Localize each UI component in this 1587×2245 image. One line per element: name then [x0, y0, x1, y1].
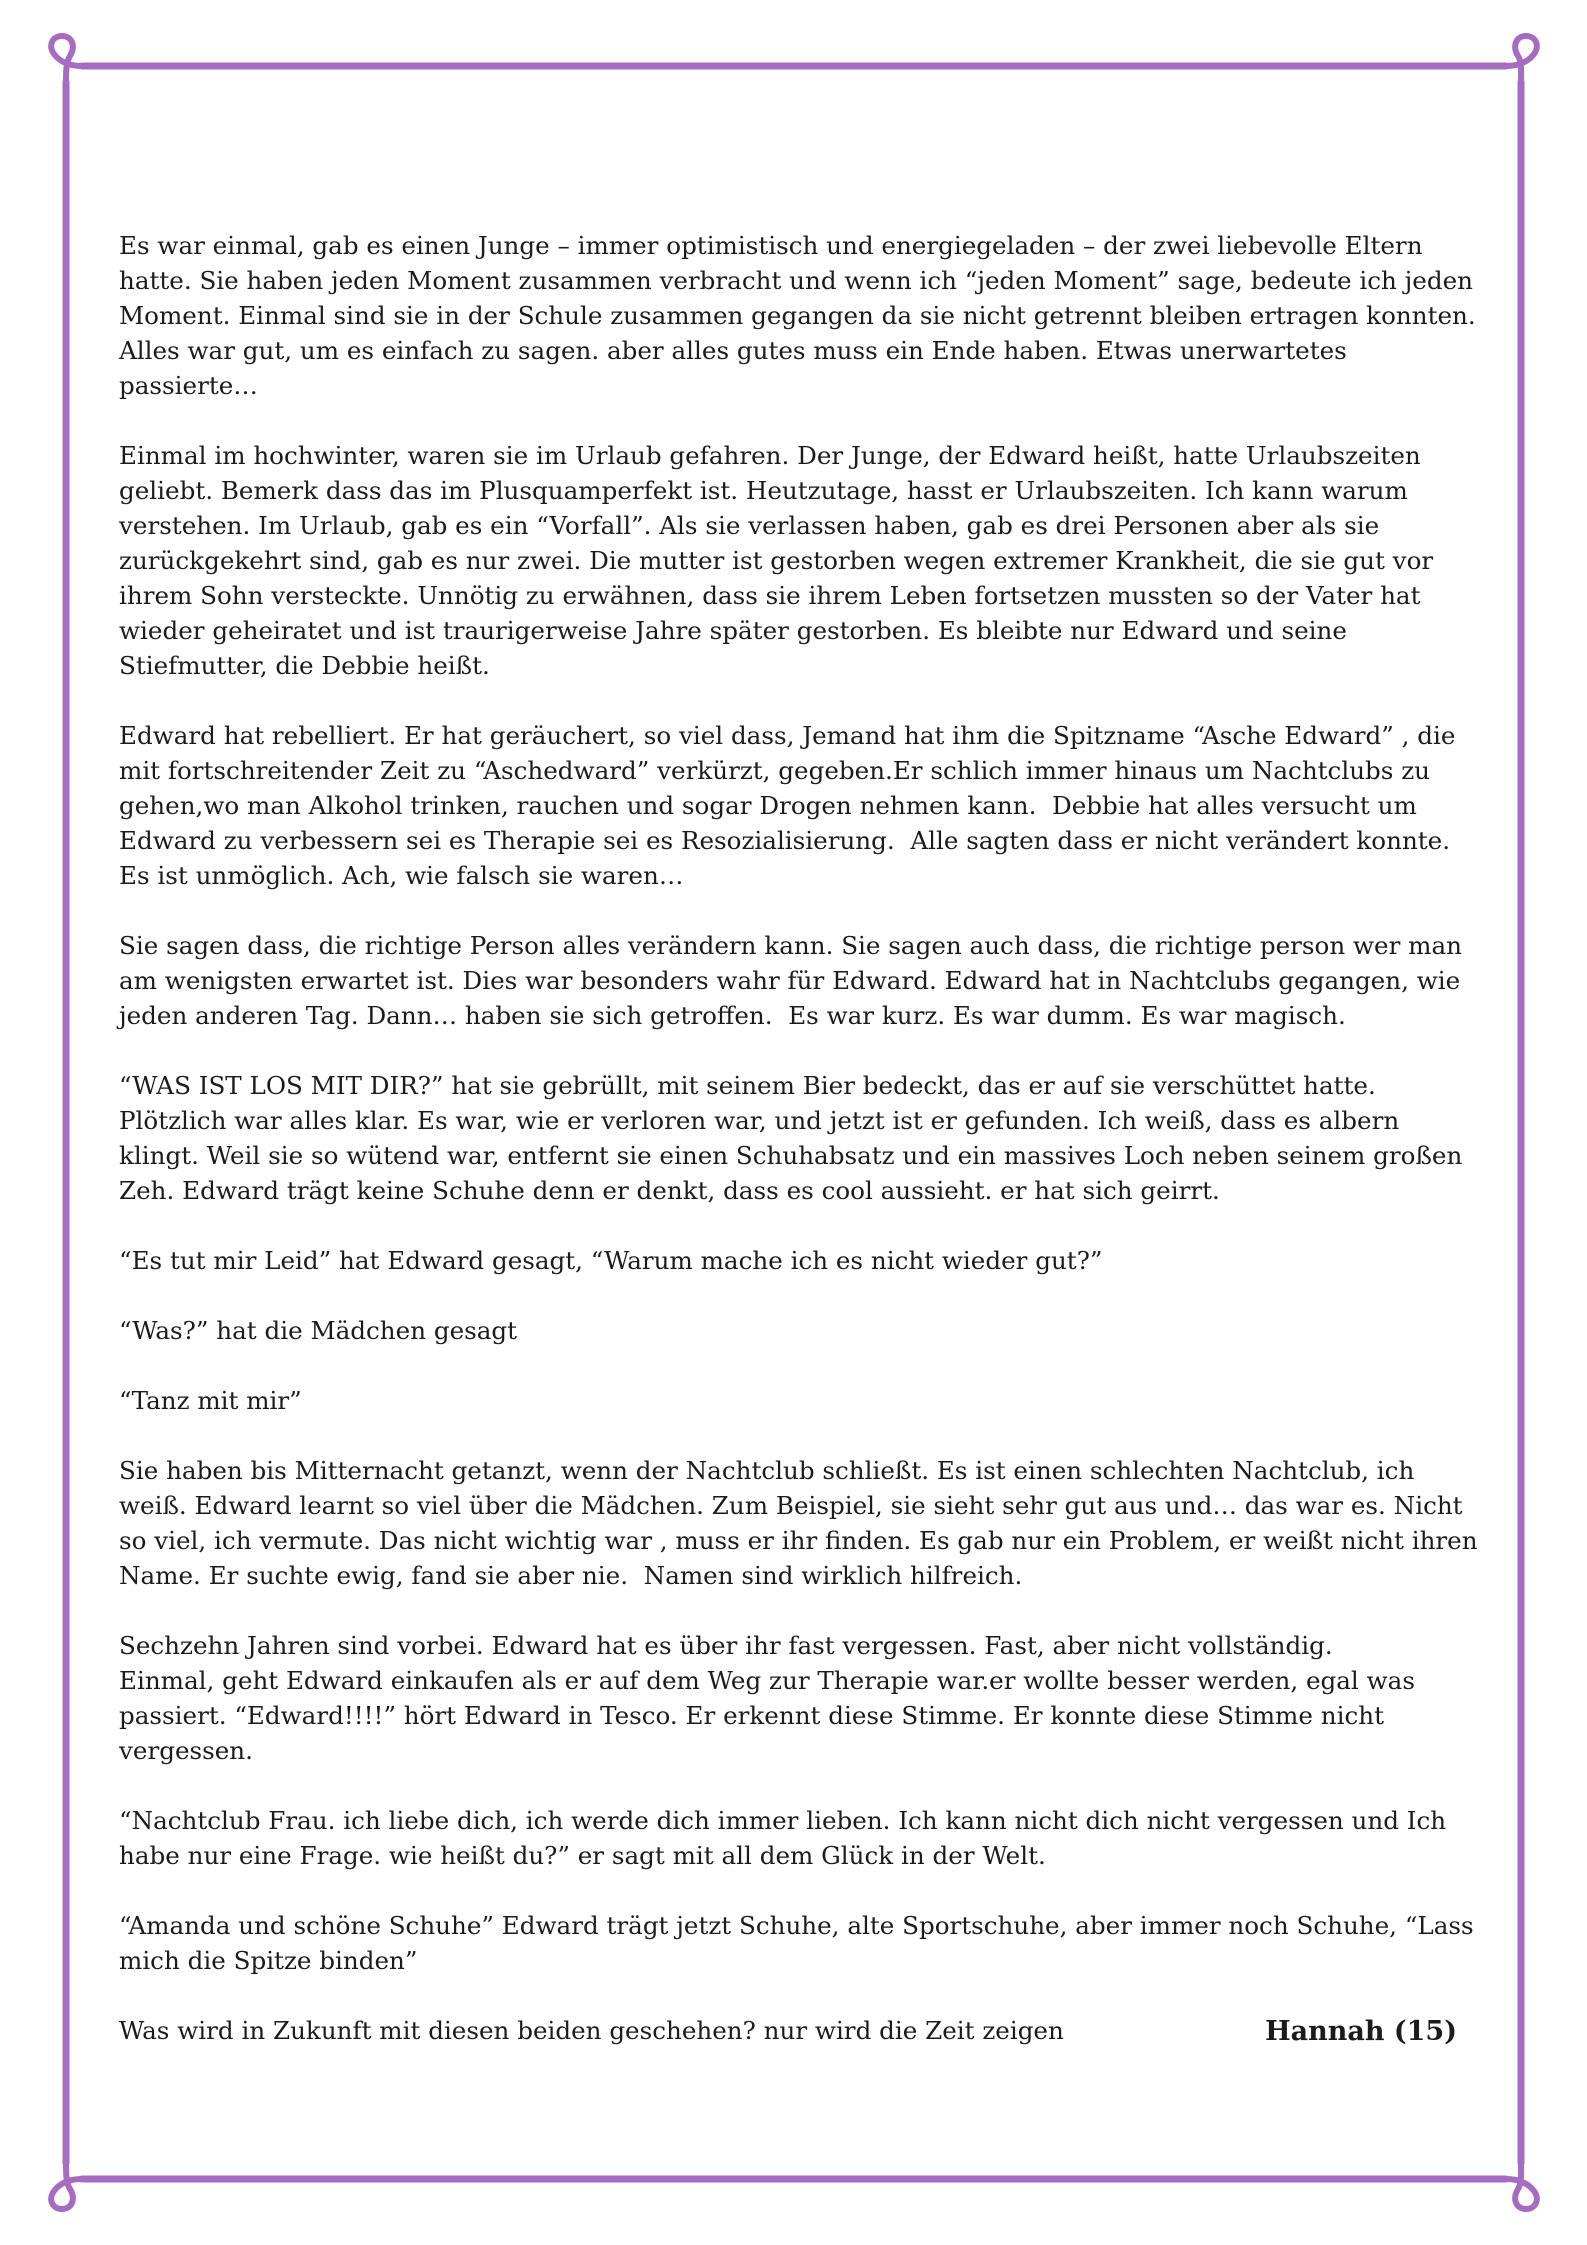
story-paragraph: “WAS IST LOS MIT DIR?” hat sie gebrüllt, mit seinem Bier bedeckt, das er auf sie verschüttet hatte. Plötzlich war alles klar. Es war, wie er verloren war, und jetzt ist er gefunden. Ich weiß, dass es albern klingt. Weil sie so wütend war, entfernt sie einen Schuhabsatz und ein massives Loch neben seinem großen Zeh. Edward trägt keine Schuhe denn er denkt, dass es cool aussieht. er hat sich geirrt. [119, 1071, 1471, 1205]
corner-curl-bottom-right [1506, 2163, 1537, 2209]
story-paragraph: “Nachtclub Frau. ich liebe dich, ich werde dich immer lieben. Ich kann nicht dich nicht vergessen und Ich habe nur eine Frage. wie heißt du?” er sagt mit all dem Glück in der Welt. [119, 1806, 1454, 1870]
story-paragraph: Sie haben bis Mitternacht getanzt, wenn der Nachtclub schließt. Es ist einen schlechten Nachtclub, ich weiß. Edward learnt so viel über die Mädchen. Zum Beispiel, sie sieht sehr gut aus und… das war es. Nicht so viel, ich vermute. Das nicht wichtig war , muss er ihr finden. Es gab nur ein Problem, er weißt nicht ihren Name. Er suchte ewig, fand sie aber nie. Namen sind wirklich hilfreich. [119, 1456, 1486, 1590]
corner-curl-top-right [1506, 36, 1537, 82]
story-paragraph-final: Was wird in Zukunft mit diesen beiden geschehen? nur wird die Zeit zeigen [119, 2016, 1064, 2045]
story-paragraph: Einmal im hochwinter, waren sie im Urlaub gefahren. Der Junge, der Edward heißt, hatte Urlaubszeiten geliebt. Bemerk dass das im Plusquamperfekt ist. Heutzutage, hasst er Urlaubszeiten. Ich kann warum verstehen. Im Urlaub, gab es ein “Vorfall”. Als sie verlassen haben, gab es drei Personen aber als sie zurückgekehrt sind, gab es nur zwei. Die mutter ist gestorben wegen extremer Krankheit, die sie gut vor ihrem Sohn versteckte. Unnötig zu erwähnen, dass sie ihrem Leben fortsetzen mussten so der Vater hat wieder geheiratet und ist traurigerweise Jahre später gestorben. Es bleibte nur Edward und seine Stiefmutter, die Debbie heißt. [119, 441, 1441, 680]
story-paragraph: “Tanz mit mir” [119, 1386, 302, 1415]
story-paragraph: Sechzehn Jahren sind vorbei. Edward hat es über ihr fast vergessen. Fast, aber nicht vollständig. Einmal, geht Edward einkaufen als er auf dem Weg zur Therapie war.er wollte besser werden, egal was passiert. “Edward!!!!” hört Edward in Tesco. Er erkennt diese Stimme. Er konnte diese Stimme nicht vergessen. [119, 1631, 1415, 1765]
corner-curl-bottom-left [51, 2163, 82, 2209]
story-paragraph: “Amanda und schöne Schuhe” Edward trägt jetzt Schuhe, alte Sportschuhe, aber immer noch Schuhe, “Lass mich die Spitze binden” [119, 1911, 1482, 1975]
author-signature: Hannah (15) [1265, 2016, 1457, 2047]
story-paragraph: Sie sagen dass, die richtige Person alles verändern kann. Sie sagen auch dass, die richtige person wer man am wenigsten erwartet ist. Dies war besonders wahr für Edward. Edward hat in Nachtclubs gegangen, wie jeden anderen Tag. Dann… haben sie sich getroffen. Es war kurz. Es war dumm. Es war magisch. [119, 931, 1470, 1030]
story-text [119, 228, 1484, 2048]
story-paragraph: “Es tut mir Leid” hat Edward gesagt, “Warum mache ich es nicht wieder gut?” [119, 1246, 1103, 1275]
corner-curl-top-left [51, 36, 82, 82]
story-paragraph: “Was?” hat die Mädchen gesagt [119, 1316, 518, 1345]
story-paragraph: Edward hat rebelliert. Er hat geräuchert, so viel dass, Jemand hat ihm die Spitzname “Asche Edward” , die mit fortschreitender Zeit zu “Aschedward” verkürzt, gegeben.Er schlich immer hinaus um Nachtclubs zu gehen,wo man Alkohol trinken, rauchen und sogar Drogen nehmen kann. Debbie hat alles versucht um Edward zu verbessern sei es Therapie sei es Resozialisierung. Alle sagten dass er nicht verändert konnte. Es ist unmöglich. Ach, wie falsch sie waren… [119, 721, 1464, 890]
story-paragraph: Es war einmal, gab es einen Junge – immer optimistisch und energiegeladen – der zwei liebevolle Eltern hatte. Sie haben jeden Moment zusammen verbracht und wenn ich “jeden Moment” sage, bedeute ich jeden Moment. Einmal sind sie in der Schule zusammen gegangen da sie nicht getrennt bleiben ertragen konnten. Alles war gut, um es einfach zu sagen. aber alles gutes muss ein Ende haben. Etwas unerwartetes passierte… [119, 231, 1484, 400]
